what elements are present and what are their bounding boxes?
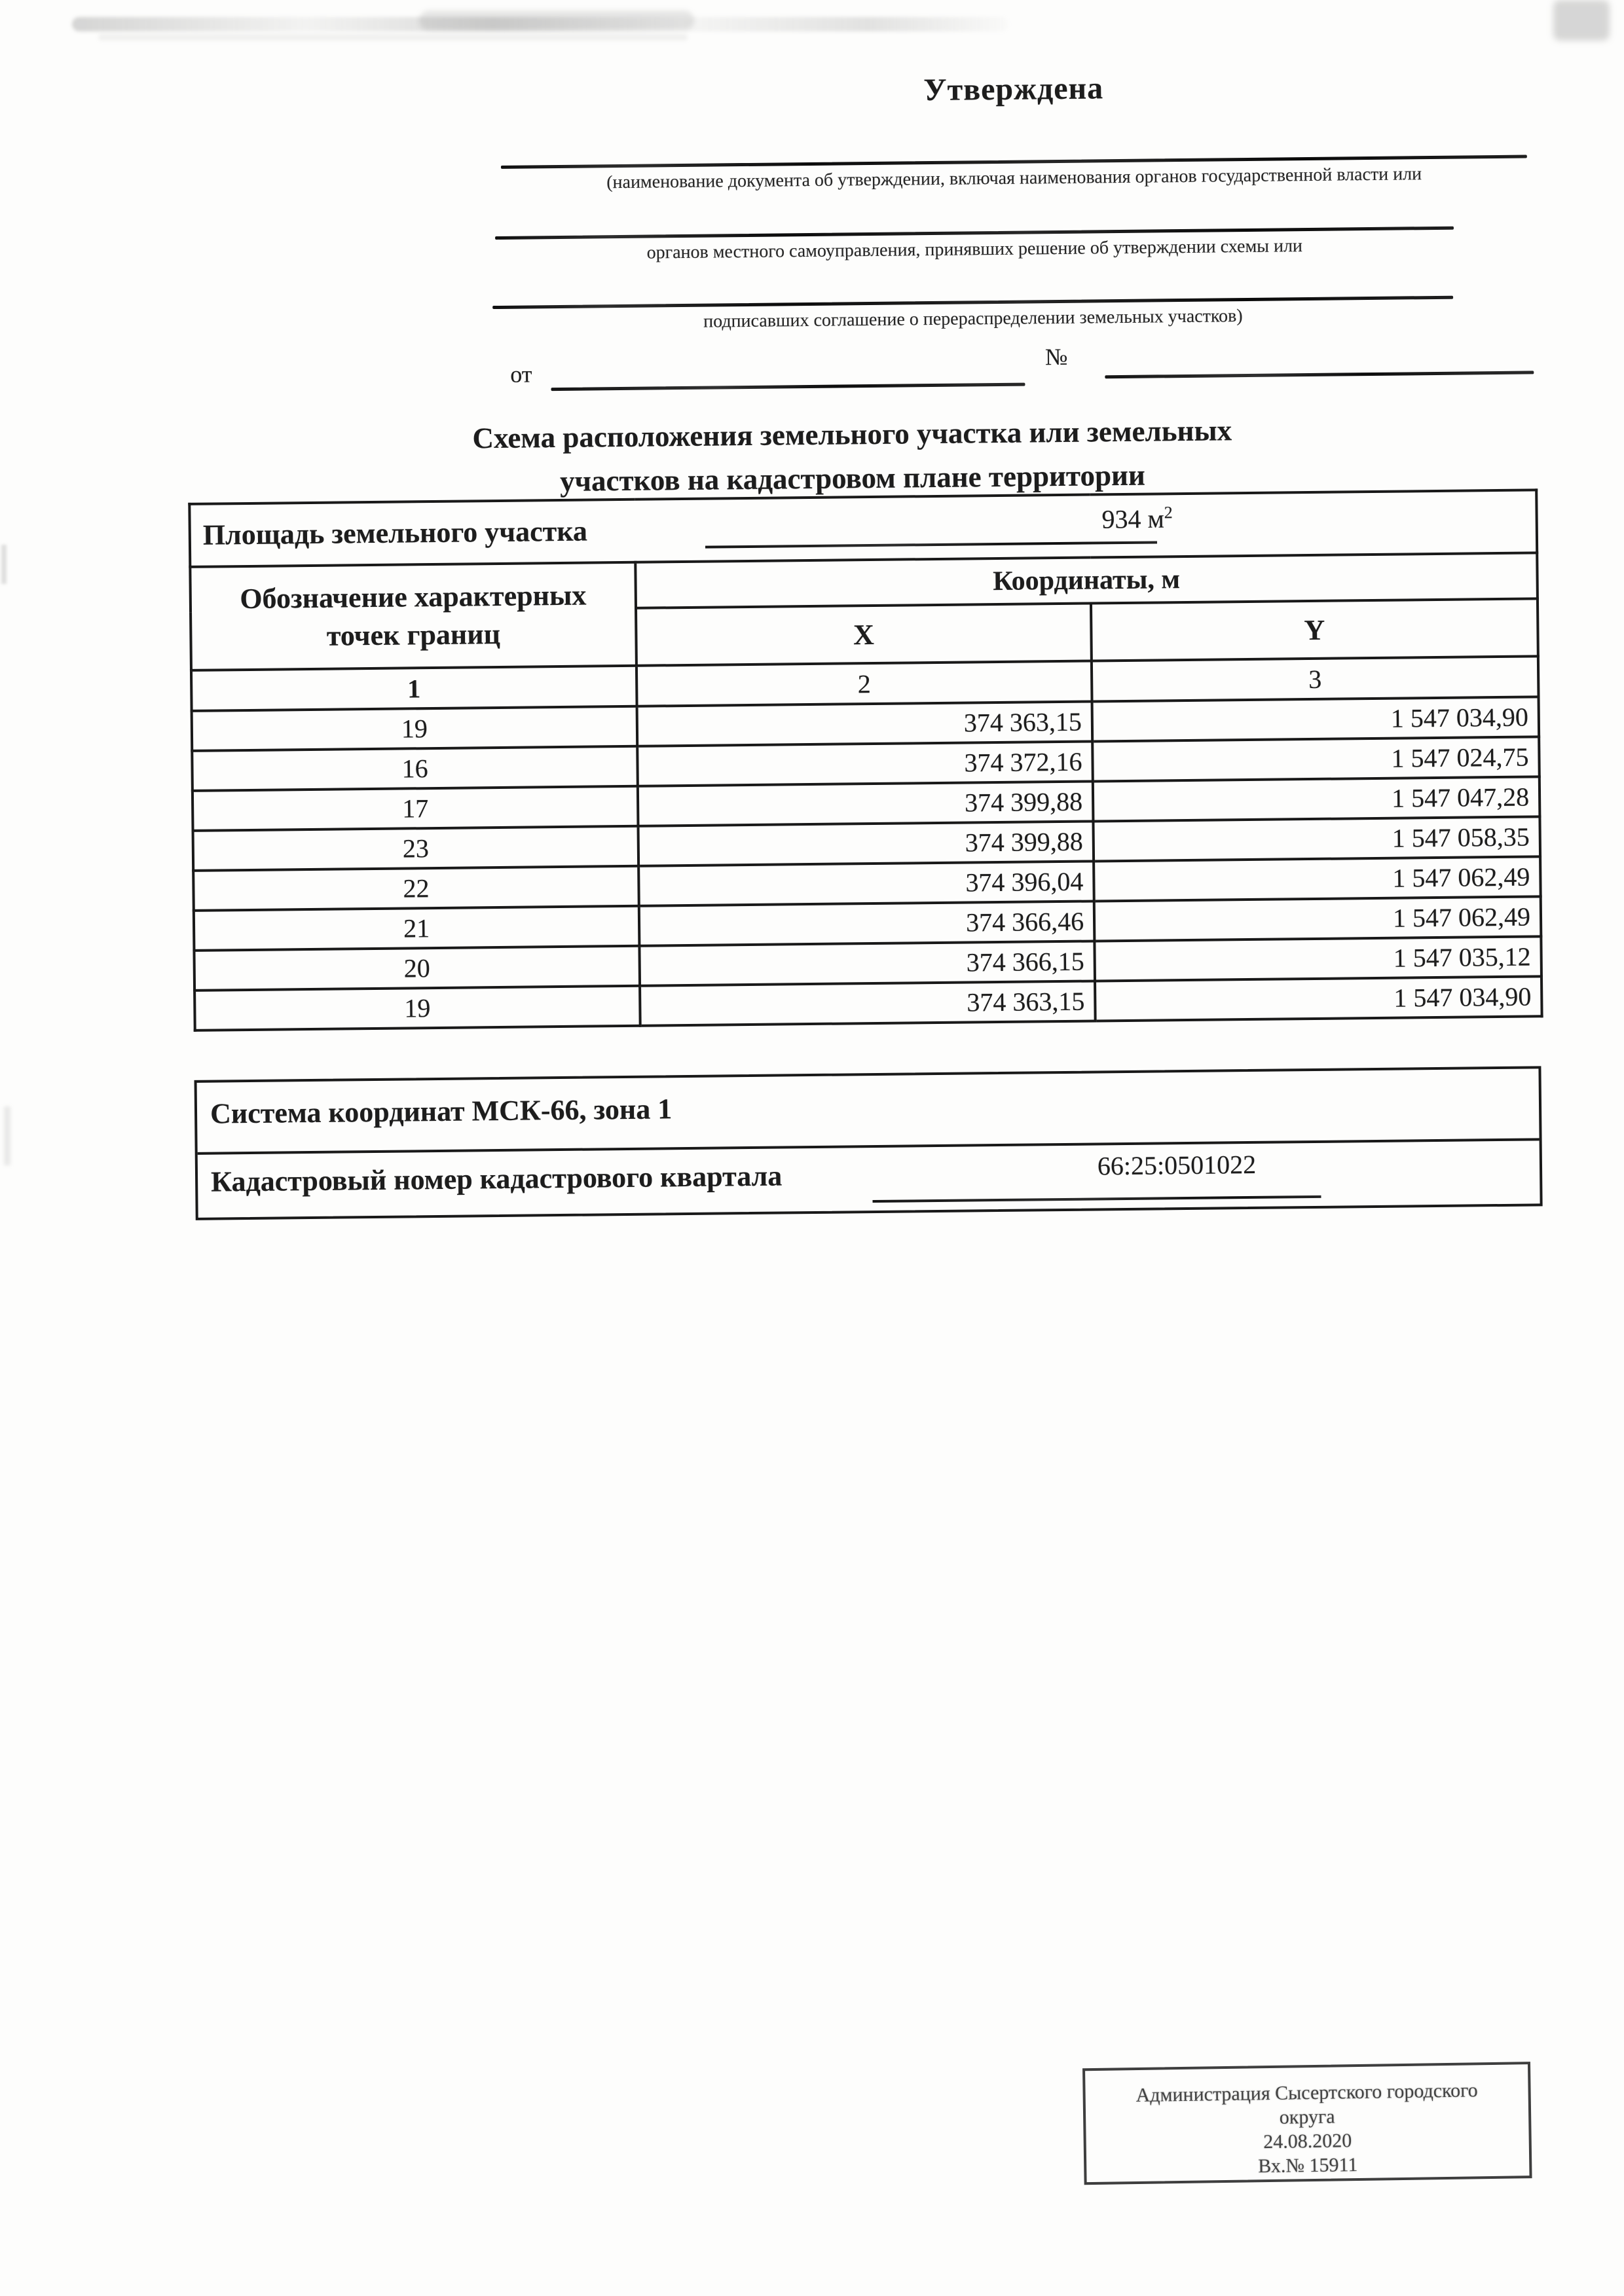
y-value: 1 547 034,90	[1092, 697, 1540, 741]
cadastral-number-label: Кадастровый номер кадастрового квартала	[210, 1159, 783, 1198]
y-value: 1 547 062,49	[1094, 856, 1541, 901]
y-value: 1 547 034,90	[1095, 976, 1542, 1021]
point-number: 20	[194, 946, 640, 991]
point-number: 19	[194, 986, 640, 1030]
y-value: 1 547 024,75	[1092, 737, 1540, 781]
x-value: 374 363,15	[637, 701, 1093, 746]
coordinate-system-row	[197, 1068, 1540, 1154]
area-unit: м	[1147, 503, 1165, 534]
number-label: №	[1044, 343, 1068, 371]
document-title-line2: участков на кадастровом плане территории	[559, 458, 1146, 498]
area-label: Площадь земельного участка	[202, 515, 588, 551]
x-value: 374 396,04	[638, 861, 1094, 905]
area-value	[1101, 503, 1173, 534]
approval-caption-1: (наименование документа об утверждении, включая наименования органов государственной власти или	[606, 164, 1422, 193]
date-blank-line	[551, 383, 1025, 392]
point-number: 16	[192, 746, 638, 791]
stamp-incoming-number: Вх.№ 15911	[1257, 2154, 1358, 2178]
stamp-organization-line1: Администрация Сысертского городского	[1135, 2079, 1478, 2107]
coordinate-system-label: Система координат МСК-66, зона 1	[210, 1093, 673, 1130]
y-value: 1 547 035,12	[1094, 936, 1541, 981]
area-value-number: 934	[1101, 504, 1141, 534]
point-number: 19	[192, 706, 638, 751]
coordinates-header: Координаты, м	[635, 553, 1538, 608]
date-from-label: от	[510, 361, 532, 388]
approval-caption-2: органов местного самоуправления, принявших решение об утверждении схемы или	[646, 236, 1303, 263]
x-value: 374 363,15	[640, 981, 1096, 1025]
x-value: 374 372,16	[637, 741, 1093, 786]
approved-label: Утверждена	[923, 71, 1104, 108]
cadastral-blank-line	[872, 1195, 1321, 1203]
area-blank-line	[705, 541, 1157, 548]
coordinates-table	[188, 488, 1543, 1032]
number-blank-line	[1105, 371, 1534, 378]
x-value: 374 366,15	[639, 941, 1095, 985]
stamp-date: 24.08.2020	[1263, 2130, 1352, 2153]
cadastral-number-value: 66:25:0501022	[1097, 1149, 1257, 1181]
x-column-header: X	[636, 604, 1092, 666]
point-number: 22	[193, 866, 639, 911]
point-number: 21	[194, 906, 640, 951]
y-value: 1 547 047,28	[1093, 776, 1540, 821]
column-index-3: 3	[1092, 656, 1539, 701]
y-value: 1 547 058,35	[1093, 816, 1540, 861]
y-column-header: Y	[1091, 598, 1538, 661]
registration-stamp	[1082, 2062, 1532, 2185]
column-index-2: 2	[637, 661, 1092, 706]
stamp-organization-line2: округа	[1279, 2105, 1335, 2128]
approval-caption-3: подписавших соглашение о перераспределении земельных участков)	[703, 306, 1243, 332]
column-index-1: 1	[191, 666, 637, 711]
point-number: 17	[193, 786, 638, 831]
cadastral-number-row	[198, 1140, 1540, 1217]
x-value: 374 366,46	[639, 901, 1095, 945]
document-title-line1: Схема расположения земельного участка или земельных	[472, 414, 1232, 455]
point-designation-header: Обозначение характерных точек границ	[190, 562, 637, 670]
y-value: 1 547 062,49	[1094, 896, 1541, 941]
x-value: 374 399,88	[638, 781, 1094, 826]
footer-info-box	[194, 1066, 1543, 1220]
point-number: 23	[193, 826, 639, 871]
x-value: 374 399,88	[638, 821, 1094, 866]
area-unit-superscript: 2	[1164, 503, 1173, 522]
